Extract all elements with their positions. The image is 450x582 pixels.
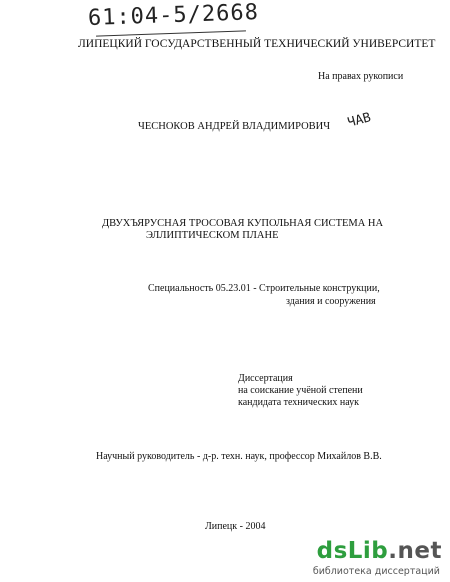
watermark-logo-part1: dsLib bbox=[316, 538, 389, 564]
dslib-watermark-logo[interactable] bbox=[317, 538, 442, 564]
watermark-logo-part2: .net bbox=[388, 538, 442, 564]
place-and-year: Липецк - 2004 bbox=[205, 521, 266, 532]
dissertation-type-line3: кандидата технических наук bbox=[238, 397, 360, 408]
dissertation-title-line1: ДВУХЪЯРУСНАЯ ТРОСОВАЯ КУПОЛЬНАЯ СИСТЕМА НА bbox=[102, 218, 384, 229]
handwritten-signature-mark: ЧАВ bbox=[346, 110, 373, 131]
specialty-line1: Специальность 05.23.01 - Строительные конструкции, bbox=[148, 283, 380, 294]
archive-number-handwritten: 61:04-5/2668 bbox=[87, 0, 260, 31]
manuscript-rights-note: На правах рукописи bbox=[318, 71, 404, 82]
author-name: ЧЕСНОКОВ АНДРЕЙ ВЛАДИМИРОВИЧ bbox=[138, 121, 331, 132]
watermark-tagline: библиотека диссертаций bbox=[312, 566, 440, 577]
scientific-supervisor: Научный руководитель - д-р. техн. наук, профессор Михайлов В.В. bbox=[96, 451, 382, 462]
dissertation-type-line2: на соискание учёной степени bbox=[238, 385, 363, 396]
specialty-line2: здания и сооружения bbox=[286, 296, 376, 307]
university-name: ЛИПЕЦКИЙ ГОСУДАРСТВЕННЫЙ ТЕХНИЧЕСКИЙ УНИВЕРСИТЕТ bbox=[78, 38, 436, 50]
dissertation-title-line2: ЭЛЛИПТИЧЕСКОМ ПЛАНЕ bbox=[146, 230, 279, 241]
dissertation-type-line1: Диссертация bbox=[238, 373, 293, 384]
archive-number-underline bbox=[96, 30, 246, 36]
